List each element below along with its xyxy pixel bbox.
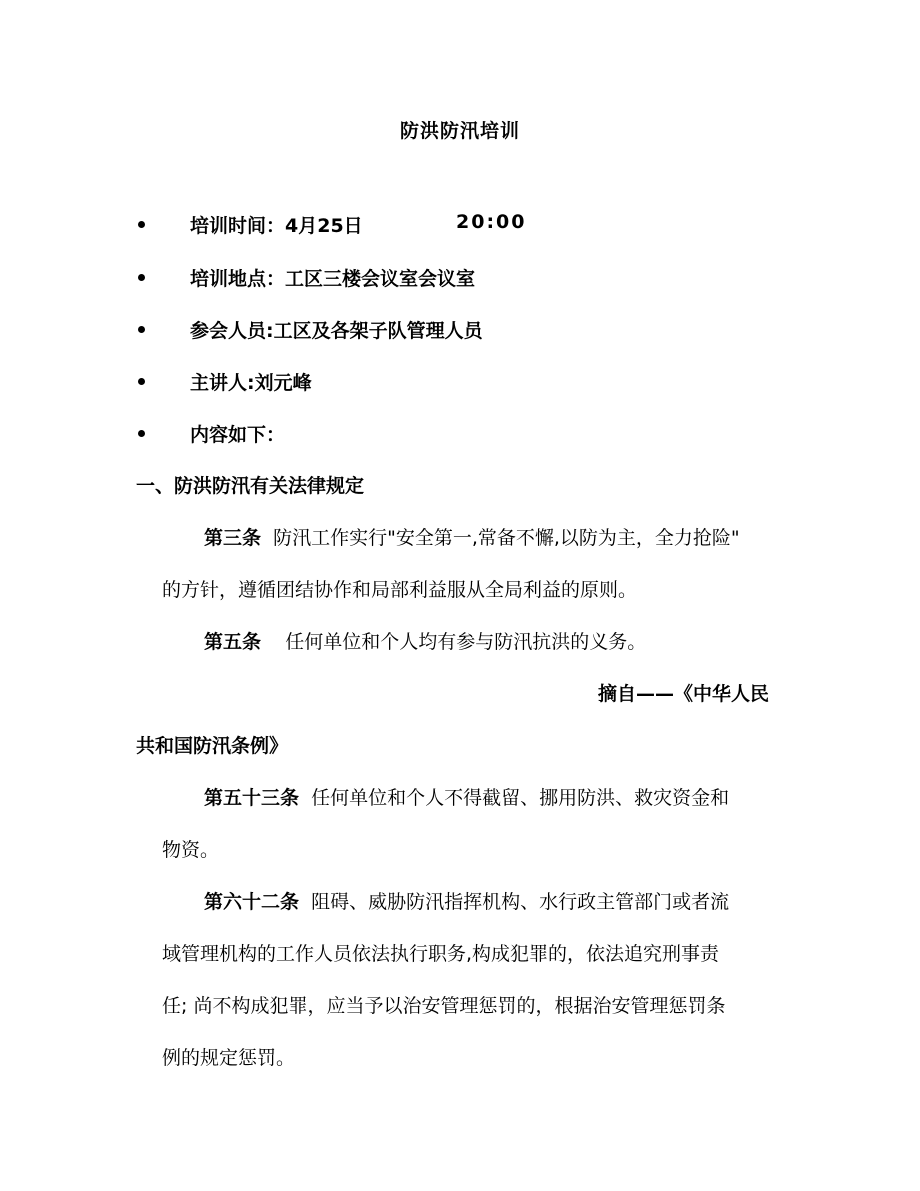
article-label: 第三条: [204, 527, 262, 549]
bullet-icon: [138, 326, 145, 333]
bullet-icon: [138, 378, 145, 385]
article-53-line-1: [204, 783, 729, 810]
info-label: 培训时间：4月25日: [190, 215, 363, 237]
article-label: 第五十三条: [204, 787, 300, 809]
article-text: 防汛工作实行"安全第一,常备不懈,以防为主，全力抢险": [273, 527, 740, 549]
article-label: 第五条: [204, 631, 262, 653]
citation-line-2: 共和国防汛条例》: [136, 735, 289, 757]
info-label: 内容如下：: [190, 424, 286, 446]
article-62-line-1: [204, 887, 729, 914]
article-text: 任何单位和个人不得截留、挪用防洪、救灾资金和: [311, 787, 730, 809]
article-62-line-3: 任; 尚不构成犯罪，应当予以治安管理惩罚的，根据治安管理惩罚条: [162, 995, 726, 1017]
bullet-icon: [138, 221, 145, 228]
section-heading: 一、防洪防汛有关法律规定: [136, 475, 365, 497]
info-label: 参会人员:工区及各架子队管理人员: [190, 320, 483, 342]
page-title: 防洪防汛培训: [399, 120, 520, 142]
article-text: 阻碍、威胁防汛指挥机构、水行政主管部门或者流: [311, 891, 730, 913]
article-text: 任何单位和个人均有参与防汛抗洪的义务。: [285, 631, 647, 653]
article-5: [204, 627, 646, 654]
article-62-line-2: 域管理机构的工作人员依法执行职务,构成犯罪的，依法追究刑事责: [162, 943, 720, 965]
article-label: 第六十二条: [204, 891, 300, 913]
article-3-line-1: [204, 523, 740, 550]
article-62-line-4: 例的规定惩罚。: [162, 1047, 296, 1069]
article-53-line-2: 物资。: [162, 839, 220, 861]
bullet-icon: [138, 274, 145, 281]
citation-line-1: 摘自——《中华人民: [598, 683, 770, 705]
info-time-value: 20:00: [456, 211, 527, 233]
info-label: 主讲人:刘元峰: [190, 372, 312, 394]
info-label: 培训地点：工区三楼会议室会议室: [190, 268, 476, 290]
bullet-icon: [138, 430, 145, 437]
article-3-line-2: 的方针，遵循团结协作和局部利益服从全局利益的原则。: [162, 579, 638, 601]
